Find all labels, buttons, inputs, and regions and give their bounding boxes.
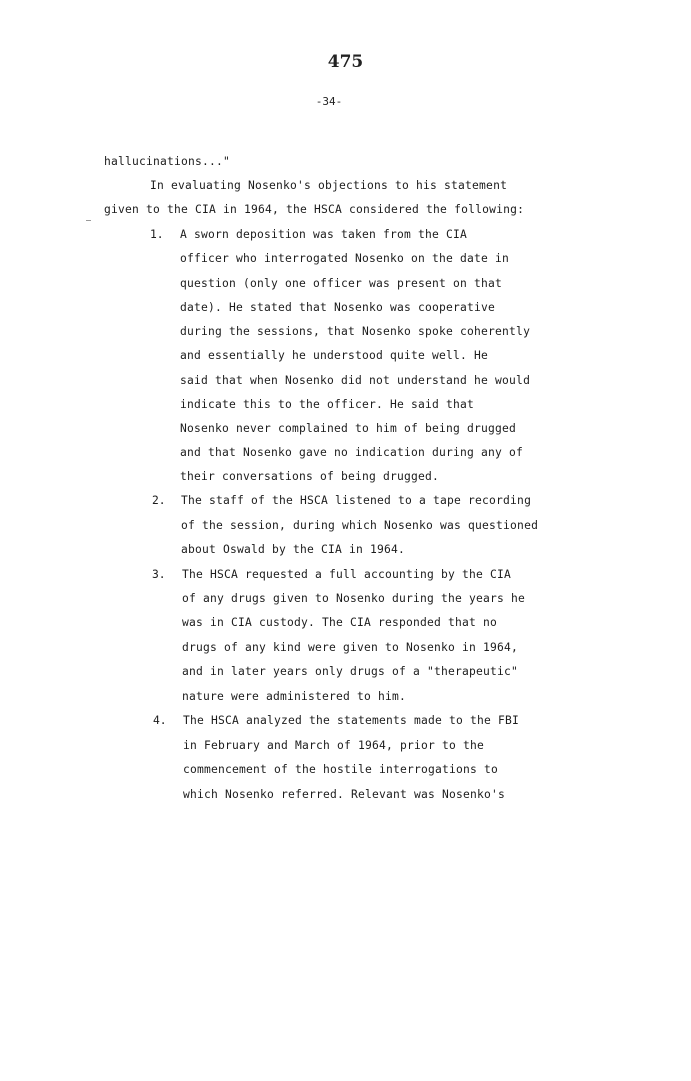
item-number: 4. [153,714,167,727]
item-line: question (only one officer was present on that [180,277,503,290]
intro-line: In evaluating Nosenko's objections to his statement [150,179,508,192]
item-line: drugs of any kind were given to Nosenko in 1964, [182,641,519,654]
item-line: commencement of the hostile interrogations to [183,763,499,776]
item-number: 2. [152,494,166,507]
item-line: Nosenko never complained to him of being drugged [180,422,517,435]
item-line: The staff of the HSCA listened to a tape recording [181,494,532,507]
item-line: and that Nosenko gave no indication during any of [180,446,524,459]
intro-line: given to the CIA in 1964, the HSCA considered the following: [104,203,525,216]
item-line: which Nosenko referred. Relevant was Nosenko's [183,788,506,801]
item-line: The HSCA analyzed the statements made to the FBI [183,714,520,727]
item-number: 1. [150,228,164,241]
item-line: of the session, during which Nosenko was questioned [181,519,539,532]
opening-line: hallucinations..." [104,155,231,168]
item-line: The HSCA requested a full accounting by the CIA [182,568,512,581]
item-line: indicate this to the officer. He said that [180,398,475,411]
sub-page-number: -34- [315,95,343,108]
item-line: their conversations of being drugged. [180,470,440,483]
item-line: officer who interrogated Nosenko on the date in [180,252,510,265]
page-number: 475 [327,52,364,72]
item-line: in February and March of 1964, prior to the [183,739,485,752]
item-line: nature were administered to him. [182,690,407,703]
item-line: said that when Nosenko did not understand he would [180,374,531,387]
item-line: date). He stated that Nosenko was cooperative [180,301,496,314]
margin-mark [86,220,91,221]
item-line: of any drugs given to Nosenko during the years he [182,592,526,605]
item-line: and essentially he understood quite well. He [180,349,489,362]
item-line: and in later years only drugs of a "therapeutic" [182,665,519,678]
item-line: about Oswald by the CIA in 1964. [181,543,406,556]
item-line: during the sessions, that Nosenko spoke coherently [180,325,531,338]
item-line: was in CIA custody. The CIA responded that no [182,616,498,629]
item-line: A sworn deposition was taken from the CIA [180,228,468,241]
item-number: 3. [152,568,166,581]
